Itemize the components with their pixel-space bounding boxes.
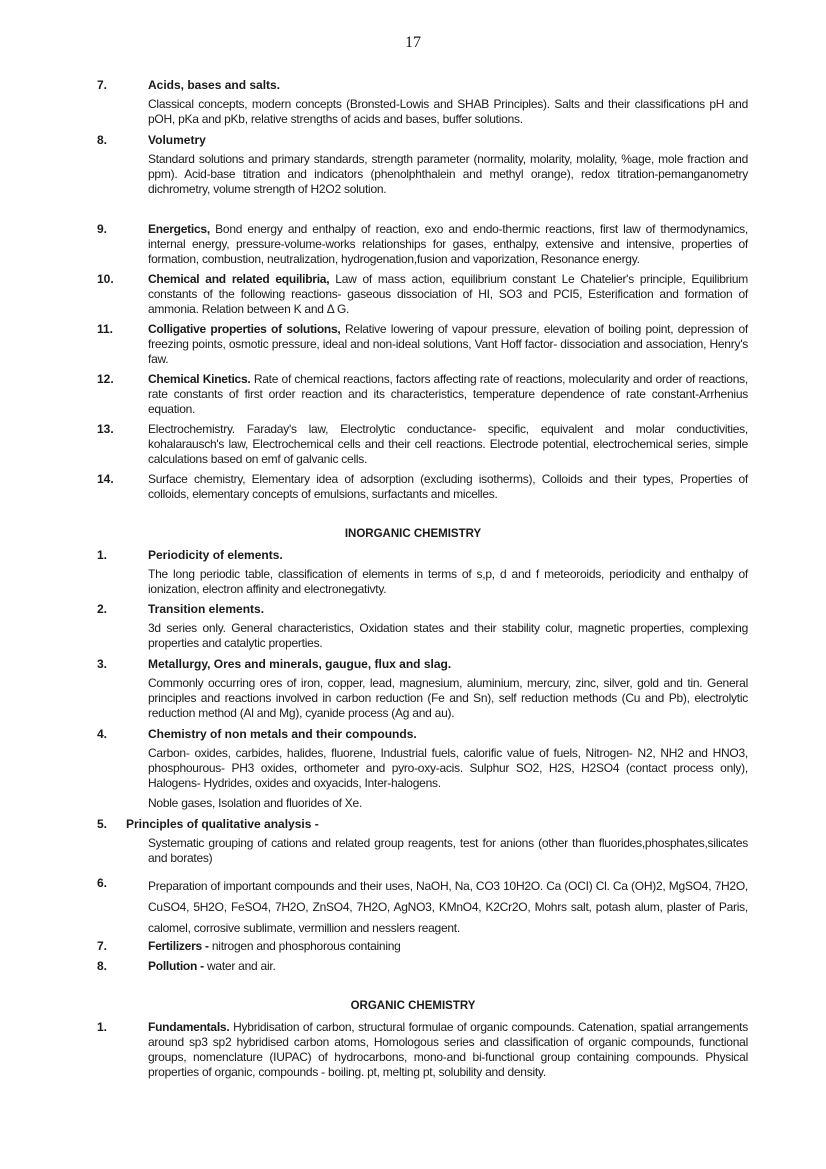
item-number: 10. [97,272,114,286]
item-number: 5. [97,817,108,831]
item-text: Standard solutions and primary standards, strength parameter (normality, molarity, molality, %age, mole fraction and ppm). Acid-base titration and indicators (phenolphthalein and methyl orange), redox titration-pemanganometry dichrometry, volume strength of H2O2 solution. [148,152,748,196]
item-number: 12. [97,372,114,386]
page-number: 17 [405,34,421,51]
item-text: Electrochemistry. Faraday's law, Electrolytic conductance- specific, equivalent and molar conductivities, kohalarausch's law, Electrochemical cells and their cell reactions. Electrode potential, electrochemical series, simple calculations based on emf of galvanic cells. [148,422,748,466]
item-title: Periodicity of elements. [148,548,283,562]
item-text: 3d series only. General characteristics, Oxidation states and their stability colur, magnetic properties, complexing properties and catalytic properties. [148,621,748,650]
item-number: 2. [97,602,108,616]
item-text: Classical concepts, modern concepts (Bronsted-Lowis and SHAB Principles). Salts and their classifications pH and pOH, pKa and pKb, relative strengths of acids and bases, buffer solutions. [148,97,748,126]
item-text [148,1020,748,1080]
item-number: 8. [97,959,108,973]
item-description: Hybridisation of carbon, structural formulae of organic compounds. Catenation, spatial arrangements around sp3 sp2 hybridised carbon atoms, Homologous series and classification of organic compounds, functional groups, nomenclature (IUPAC) of hydrocarbons, mono-and bi-functional group containing compounds. Physical properties of organic, compounds - boiling. pt, melting pt, solubility and density. [148,1020,748,1079]
item-number: 1. [97,1020,108,1034]
item-text: The long periodic table, classification of elements in terms of s,p, d and f meteoroids, periodicity and enthalpy of ionization, electron affinity and electronegativty. [148,567,748,596]
item-description: Bond energy and enthalpy of reaction, exo and endo-thermic reactions, first law of thermodynamics, internal energy, pressure-volume-works relationships for gases, enthalpy, extensive and intensive, properties of formation, combustion, neutralization, hydrogenation,fusion and vaporization, Resonance energy. [148,222,748,266]
item-title: Acids, bases and salts. [148,78,281,92]
item-description: Relative lowering of vapour pressure, elevation of boiling point, depression of freezing points, osmotic pressure, ideal and non-ideal solutions, Vant Hoff factor- dissociation and association, Henry's faw. [148,322,748,366]
item-number: 13. [97,422,114,436]
item-text: Systematic grouping of cations and related group reagents, test for anions (other than fluorides,phosphates,silicates and borates) [148,836,748,865]
item-title: Chemistry of non metals and their compounds. [148,727,417,741]
item-number: 8. [97,133,108,147]
section-heading-organic: ORGANIC CHEMISTRY [350,1000,476,1012]
item-number: 1. [97,548,108,562]
item-text [148,272,748,317]
item-title: Volumetry [148,133,206,147]
item-text: Carbon- oxides, carbides, halides, fluorene, Industrial fuels, calorific value of fuels, Nitrogen- N2, NH2 and HNO3, phosphourous- PH3 oxides, orthometer and pyro-oxy-acis. Sulphur SO2, H2S, H2SO4 (contact process only), Halogens- Hydrides, oxides and oxyacids, Inter-halogens. [148,746,748,790]
item-number: 7. [97,939,108,953]
item-title: Fertilizers - [148,939,209,953]
item-text [148,959,748,974]
item-number: 7. [97,78,108,92]
item-number: 11. [97,322,114,336]
item-number: 9. [97,222,108,236]
item-description: water and air. [207,959,276,973]
item-title: Pollution - [148,959,204,973]
section-heading-inorganic: INORGANIC CHEMISTRY [344,528,482,540]
item-number: 3. [97,657,108,671]
item-title: Energetics, [148,222,210,236]
item-description: nitrogen and phosphorous containing [211,939,401,953]
item-number: 14. [97,472,114,486]
item-title: Colligative properties of solutions, [148,322,341,336]
item-number: 6. [97,876,108,890]
item-title: Principles of qualitative analysis - [126,817,319,831]
item-text [148,372,748,417]
item-text [148,222,748,267]
item-text: Surface chemistry, Elementary idea of adsorption (excluding isotherms), Colloids and their types, Properties of colloids, elementary concepts of emulsions, surfactants and micelles. [148,472,748,501]
item-title: Chemical Kinetics. [148,372,251,386]
item-text [148,322,748,367]
item-number: 4. [97,727,108,741]
item-text [148,939,748,954]
item-description: Rate of chemical reactions, factors affecting rate of reactions, molecularity and order of reactions, rate constants of first order reaction and its characteristics, temperature dependence of rate constant-Arrhenius equation. [148,372,748,416]
item-description: Law of mass action, equilibrium constant Le Chatelier's principle, Equilibrium constants of the following reactions- gaseous dissociation of HI, SO3 and PCI5, Esterification and formation of ammonia. Relation between K and Δ G. [148,272,748,316]
item-title: Chemical and related equilibria, [148,272,330,286]
item-text-noble-gases: Noble gases, Isolation and fluorides of Xe. [148,796,363,810]
item-title: Fundamentals. [148,1020,230,1034]
item-title: Metallurgy, Ores and minerals, gaugue, flux and slag. [148,657,452,671]
item-title: Transition elements. [148,602,265,616]
item-text: Commonly occurring ores of iron, copper, lead, magnesium, aluminium, mercury, zinc, silver, gold and tin. General principles and reactions involved in carbon reduction (Fe and Sn), self reduction methods (Cu and Pb), electrolytic reduction method (Al and Mg), cyanide process (Ag and au). [148,676,748,720]
item-text: Preparation of important compounds and their uses, NaOH, Na, CO3 10H2O. Ca (OCI) Cl. Ca (OH)2, MgSO4, 7H2O, CuSO4, 5H2O, FeSO4, 7H2O, ZnSO4, 7H2O, AgNO3, KMnO4, K2Cr2O, Mohrs salt, potash alum, plaster of Paris, calomel, corrosive sublimate, vermillion and nesslers reagent. [148,879,748,935]
